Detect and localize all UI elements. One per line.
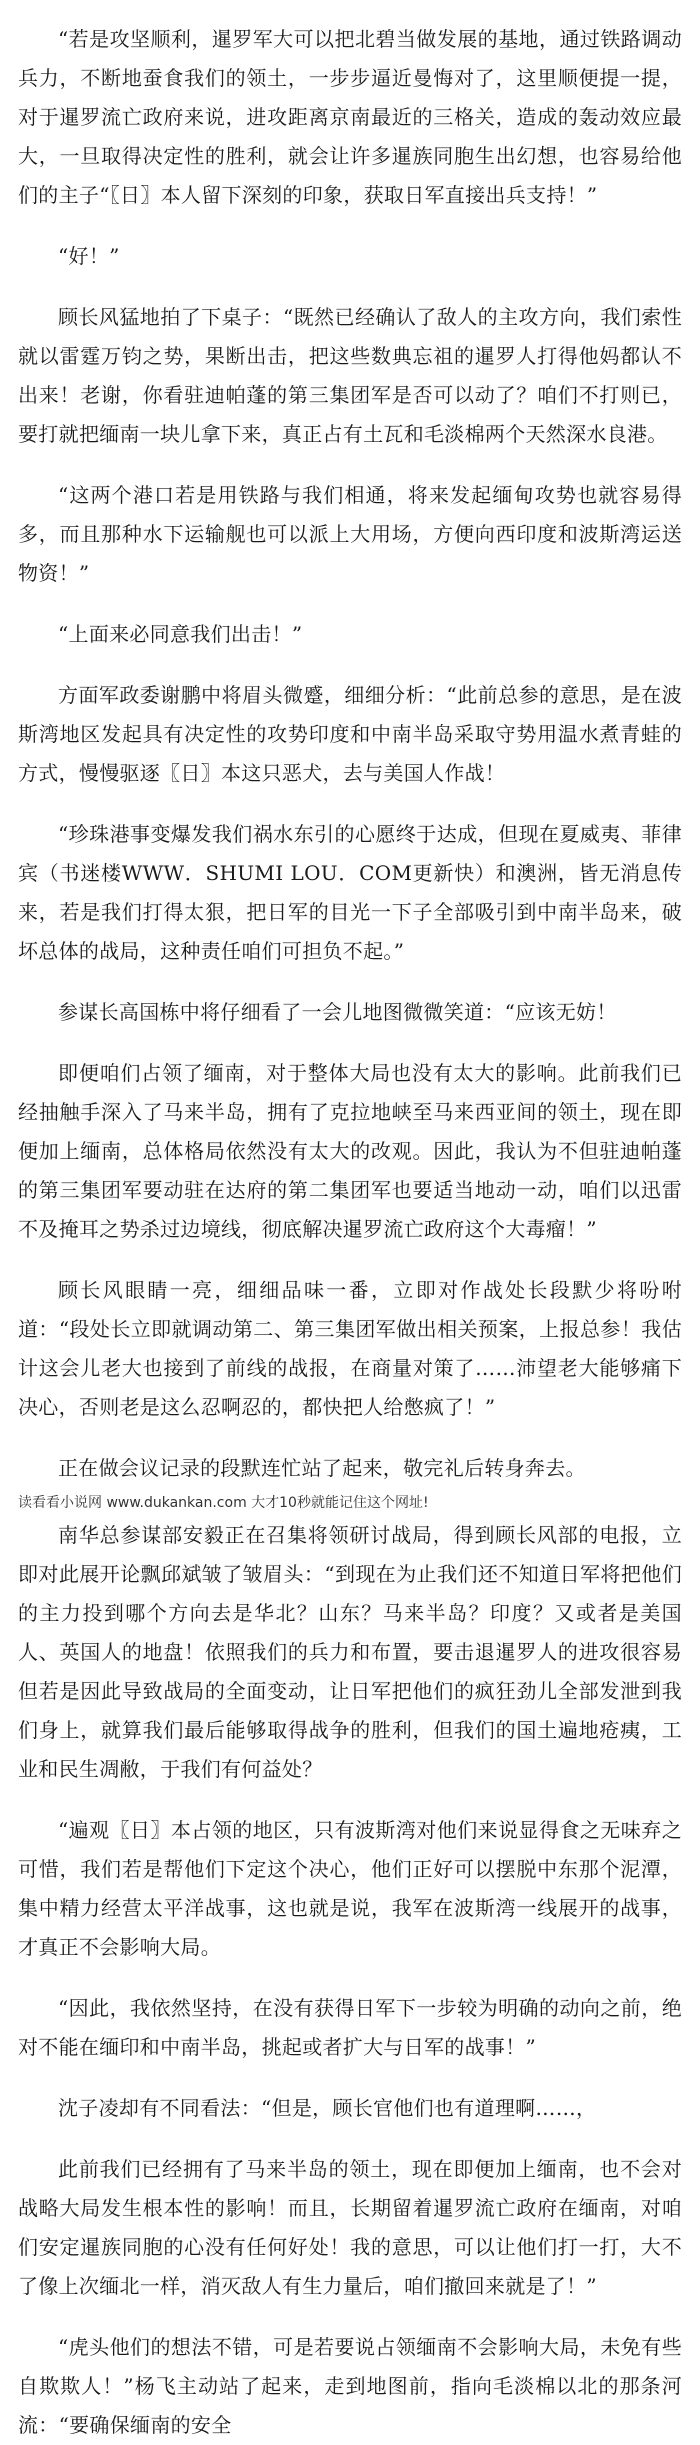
site-watermark: 读看看小说网 www.dukankan.com 大才10秒就能记住这个网址! — [18, 1495, 429, 1511]
paragraph-5: “上面来必同意我们出击！” — [58, 622, 303, 646]
paragraph-17: “虎头他们的想法不错，可是若要说占领缅南不会影响大局，未免有些自欺欺人！”杨飞主动站了起来，走到地图前，指向毛淡棉以北的那条河流：“要确保缅南的安全 — [18, 2335, 682, 2437]
paragraph-8: 参谋长高国栋中将仔细看了一会儿地图微微笑道：“应该无妨！ — [58, 1000, 617, 1024]
paragraph-13: “遍观〖日〗本占领的地区，只有波斯湾对他们来说显得食之无味弃之可惜，我们若是帮他们下定这个决心，他们正好可以摆脱中东那个泥潭，集中精力经营太平洋战事，这也就是说，我军在波斯湾一线展开的战事，才真正不会影响大局。 — [18, 1818, 682, 1959]
paragraph-12: 南华总参谋部安毅正在召集将领研讨战局，得到顾长风部的电报，立即对此展开论飘邱斌皱了皱眉头：“到现在为止我们还不知道日军将把他们的主力投到哪个方向去是华北？山东？马来半岛？印度？又或者是美国人、英国人的地盘！依照我们的兵力和布置，要击退暹罗人的进攻很容易但若是因此导致战局的全面变动，让日军把他们的疯狂劲儿全部发泄到我们身上，就算我们最后能够取得战争的胜利，但我们的国土遍地疮痍，工业和民生凋敝，于我们有何益处？ — [18, 1523, 682, 1781]
paragraph-16: 此前我们已经拥有了马来半岛的领土，现在即便加上缅南，也不会对战略大局发生根本性的影响！而且，长期留着暹罗流亡政府在缅南，对咱们安定暹族同胞的心没有任何好处！我的意思，可以让他们打一打，大不了像上次缅北一样，消灭敌人有生力量后，咱们撤回来就是了！” — [18, 2157, 682, 2298]
paragraph-6: 方面军政委谢鹏中将眉头微蹙，细细分析：“此前总参的意思，是在波斯湾地区发起具有决定性的攻势印度和中南半岛采取守势用温水煮青蛙的方式，慢慢驱逐〖日〗本这只恶犬，去与美国人作战！ — [18, 683, 682, 785]
paragraph-3: 顾长风猛地拍了下桌子：“既然已经确认了敌人的主攻方向，我们索性就以雷霆万钧之势，果断出击，把这些数典忘祖的暹罗人打得他妈都认不出来！老谢，你看驻迪帕蓬的第三集团军是否可以动了？咱们不打则已，要打就把缅南一块儿拿下来，真正占有土瓦和毛淡棉两个天然深水良港。 — [18, 305, 682, 446]
paragraph-1: “若是攻坚顺利，暹罗军大可以把北碧当做发展的基地，通过铁路调动兵力，不断地蚕食我们的领土，一步步逼近曼悔对了，这里顺便提一提，对于暹罗流亡政府来说，进攻距离京南最近的三格关，造成的轰动效应最大，一旦取得决定性的胜利，就会让许多暹族同胞生出幻想，也容易给他们的主子“〖日〗本人留下深刻的印象，获取日军直接出兵支持！” — [18, 27, 682, 207]
paragraph-11: 正在做会议记录的段默连忙站了起来，敬完礼后转身奔去。 — [58, 1456, 586, 1480]
paragraph-10: 顾长风眼睛一亮，细细品味一番，立即对作战处长段默少将吩咐道：“段处长立即就调动第二、第三集团军做出相关预案，上报总参！我估计这会儿老大也接到了前线的战报，在商量对策了……沛望老大能够痛下决心，否则老是这么忍啊忍的，都快把人给憋疯了！” — [18, 1278, 682, 1419]
paragraph-4: “这两个港口若是用铁路与我们相通，将来发起缅甸攻势也就容易得多，而且那种水下运输舰也可以派上大用场，方便向西印度和波斯湾运送物资！” — [18, 483, 682, 585]
paragraph-2: “好！” — [58, 244, 120, 268]
paragraph-15: 沈子凌却有不同看法：“但是，顾长官他们也有道理啊……， — [58, 2096, 597, 2120]
paragraph-14: “因此，我依然坚持，在没有获得日军下一步较为明确的动向之前，绝对不能在缅印和中南半岛，挑起或者扩大与日军的战事！” — [18, 1996, 682, 2059]
paragraph-9: 即便咱们占领了缅南，对于整体大局也没有太大的影响。此前我们已经抽触手深入了马来半岛，拥有了克拉地峡至马来西亚间的领土，现在即便加上缅南，总体格局依然没有太大的改观。因此，我认为不但驻迪帕蓬的第三集团军要动驻在达府的第二集团军也要适当地动一动，咱们以迅雷不及掩耳之势杀过边境线，彻底解决暹罗流亡政府这个大毒瘤！” — [18, 1061, 682, 1241]
paragraph-7: “珍珠港事变爆发我们祸水东引的心愿终于达成，但现在夏威夷、菲律宾（书迷楼WWW．SHUMI LOU．COM更新快）和澳洲，皆无消息传来，若是我们打得太狠，把日军的目光一下子全部吸引到中南半岛来，破坏总体的战局，这种责任咱们可担负不起。” — [18, 822, 682, 963]
